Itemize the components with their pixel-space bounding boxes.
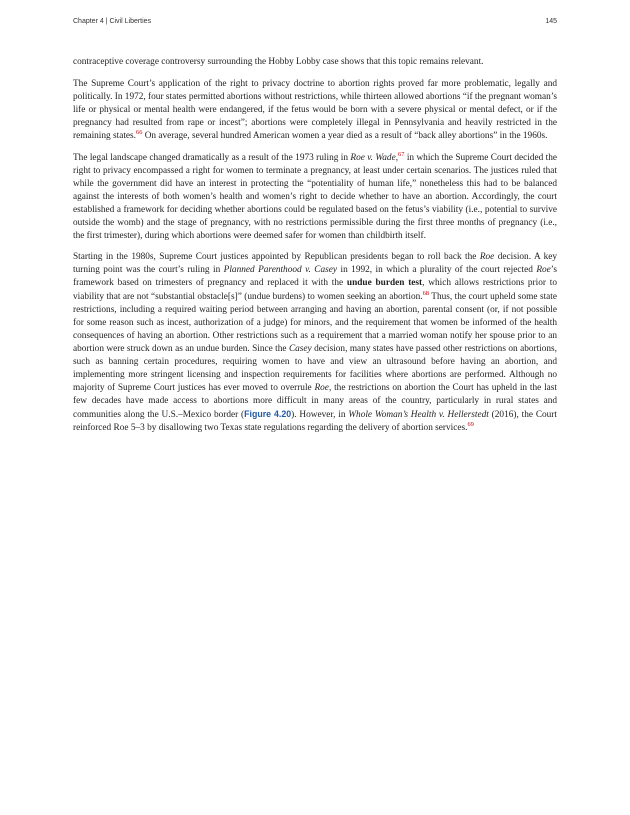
case-roe-2: Roe: [536, 265, 551, 276]
paragraph-3-text-i: ). However, in: [291, 410, 349, 421]
case-roe-v-wade: Roe v. Wade: [350, 152, 396, 163]
figure-link[interactable]: Figure 4.20: [244, 409, 292, 420]
paragraph-3-text-c: in 1992, in which a plurality of the court rejected: [337, 265, 537, 276]
footnote-ref-66[interactable]: 66: [136, 129, 143, 137]
case-whole-womans-health: Whole Woman’s Health v. Hellerstedt: [348, 410, 489, 421]
paragraph-3-text-a: Starting in the 1980s, Supreme Court justices appointed by Republican presidents began to roll back the: [73, 252, 480, 263]
case-roe-3: Roe: [314, 383, 329, 394]
paragraph-3-text-d: ’s framework based on trimesters of pregnancy and replaced it with the: [73, 265, 557, 289]
paragraph-2-text-b: ,: [395, 152, 399, 163]
page-number: 145: [545, 18, 557, 25]
paragraph-3-text-g: decision, many states have passed other restrictions on abortions, such as banning certain procedures, requiring women to have and view an ultrasound before having an abortion, and implementing more stringent licensing and inspection requirements for facilities where abortions are performed. Although no majority of Supreme Court justices has ever moved to overrule: [73, 343, 557, 394]
footnote-ref-67[interactable]: 67: [398, 150, 405, 158]
paragraph-2: [73, 152, 557, 244]
paragraph-1-text: The Supreme Court’s application of the right to privacy doctrine to abortion rights proved far more problematic, legally and politically. In 1972, four states permitted abortions without restrictions, while thirteen allowed abortions “if the pregnant woman’s life or physical or mental health were endangered, if the fetus would be born with a severe physical or mental defect, or if the pregnancy had resulted from rape or incest”; abortions were completely illegal in Pennsylvania and heavily restricted in the remaining states.: [73, 79, 558, 142]
paragraph-0: contraceptive coverage controversy surrounding the Hobby Lobby case shows that this topic remains relevant.: [73, 57, 484, 67]
paragraph-1: [73, 78, 557, 143]
footnote-ref-69[interactable]: 69: [467, 421, 474, 429]
footnote-ref-68[interactable]: 68: [422, 289, 429, 297]
page-header: [73, 18, 557, 25]
paragraph-1-tail: On average, several hundred American women a year died as a result of “back alley abortions” in the 1960s.: [142, 131, 548, 142]
chapter-title: Chapter 4 | Civil Liberties: [73, 18, 152, 25]
body-text: [73, 56, 557, 444]
paragraph-3-text-f: Thus, the court upheld some state restrictions, including a required waiting period between arranging and having an abortion, parental consent (or, if not possible for some reason such as incest, authorization of a judge) for minors, and the requirement that women be informed of the health consequences of having an abortion. Other restrictions such as a requirement that a married woman notify her spouse prior to an abortion were struck down as an undue burden. Since the: [73, 291, 557, 354]
paragraph-2-text-a: The legal landscape changed dramatically as a result of the 1973 ruling in: [73, 152, 351, 163]
case-roe-1: Roe: [479, 252, 495, 263]
paragraph-3-text-b: decision. A key turning point was the court’s ruling in: [73, 252, 558, 276]
paragraph-3-text-e: , which allows restrictions prior to viability that are not “substantial obstacle[s]” (undue burdens) to women seeking an abortion.: [73, 278, 557, 302]
case-planned-parenthood: Planned Parenthood v. Casey: [223, 265, 338, 276]
paragraph-3: [73, 251, 557, 435]
key-term-undue-burden: undue burden test: [346, 278, 423, 289]
case-casey: Casey: [288, 343, 312, 354]
paragraph-3-text-j: (2016), the Court reinforced Roe 5–3 by disallowing two Texas state regulations regarding the delivery of abortion services.: [73, 410, 557, 434]
paragraph-3-text-h: , the restrictions on abortion the Court has upheld in the last few decades have made access to abortions more difficult in many areas of the country, particularly in rural states and communities along the U.S.–Mexico border (: [73, 383, 557, 421]
paragraph-2-text-c: in which the Supreme Court decided the right to privacy encompassed a right for women to terminate a pregnancy, at least under certain scenarios. The justices ruled that while the government did have an interest in protecting the “potentiality of human life,” nonetheless this had to be balanced against the interests of both women’s health and women’s right to decide whether to have an abortion. Accordingly, the court established a framework for deciding whether abortions could be regulated based on the fetus’s viability (i.e., potential to survive outside the womb) and the stage of pregnancy, with no restrictions permissible during the first three months of pregnancy (i.e., the first trimester), during which abortions were deemed safer for women than childbirth itself.: [73, 152, 557, 242]
